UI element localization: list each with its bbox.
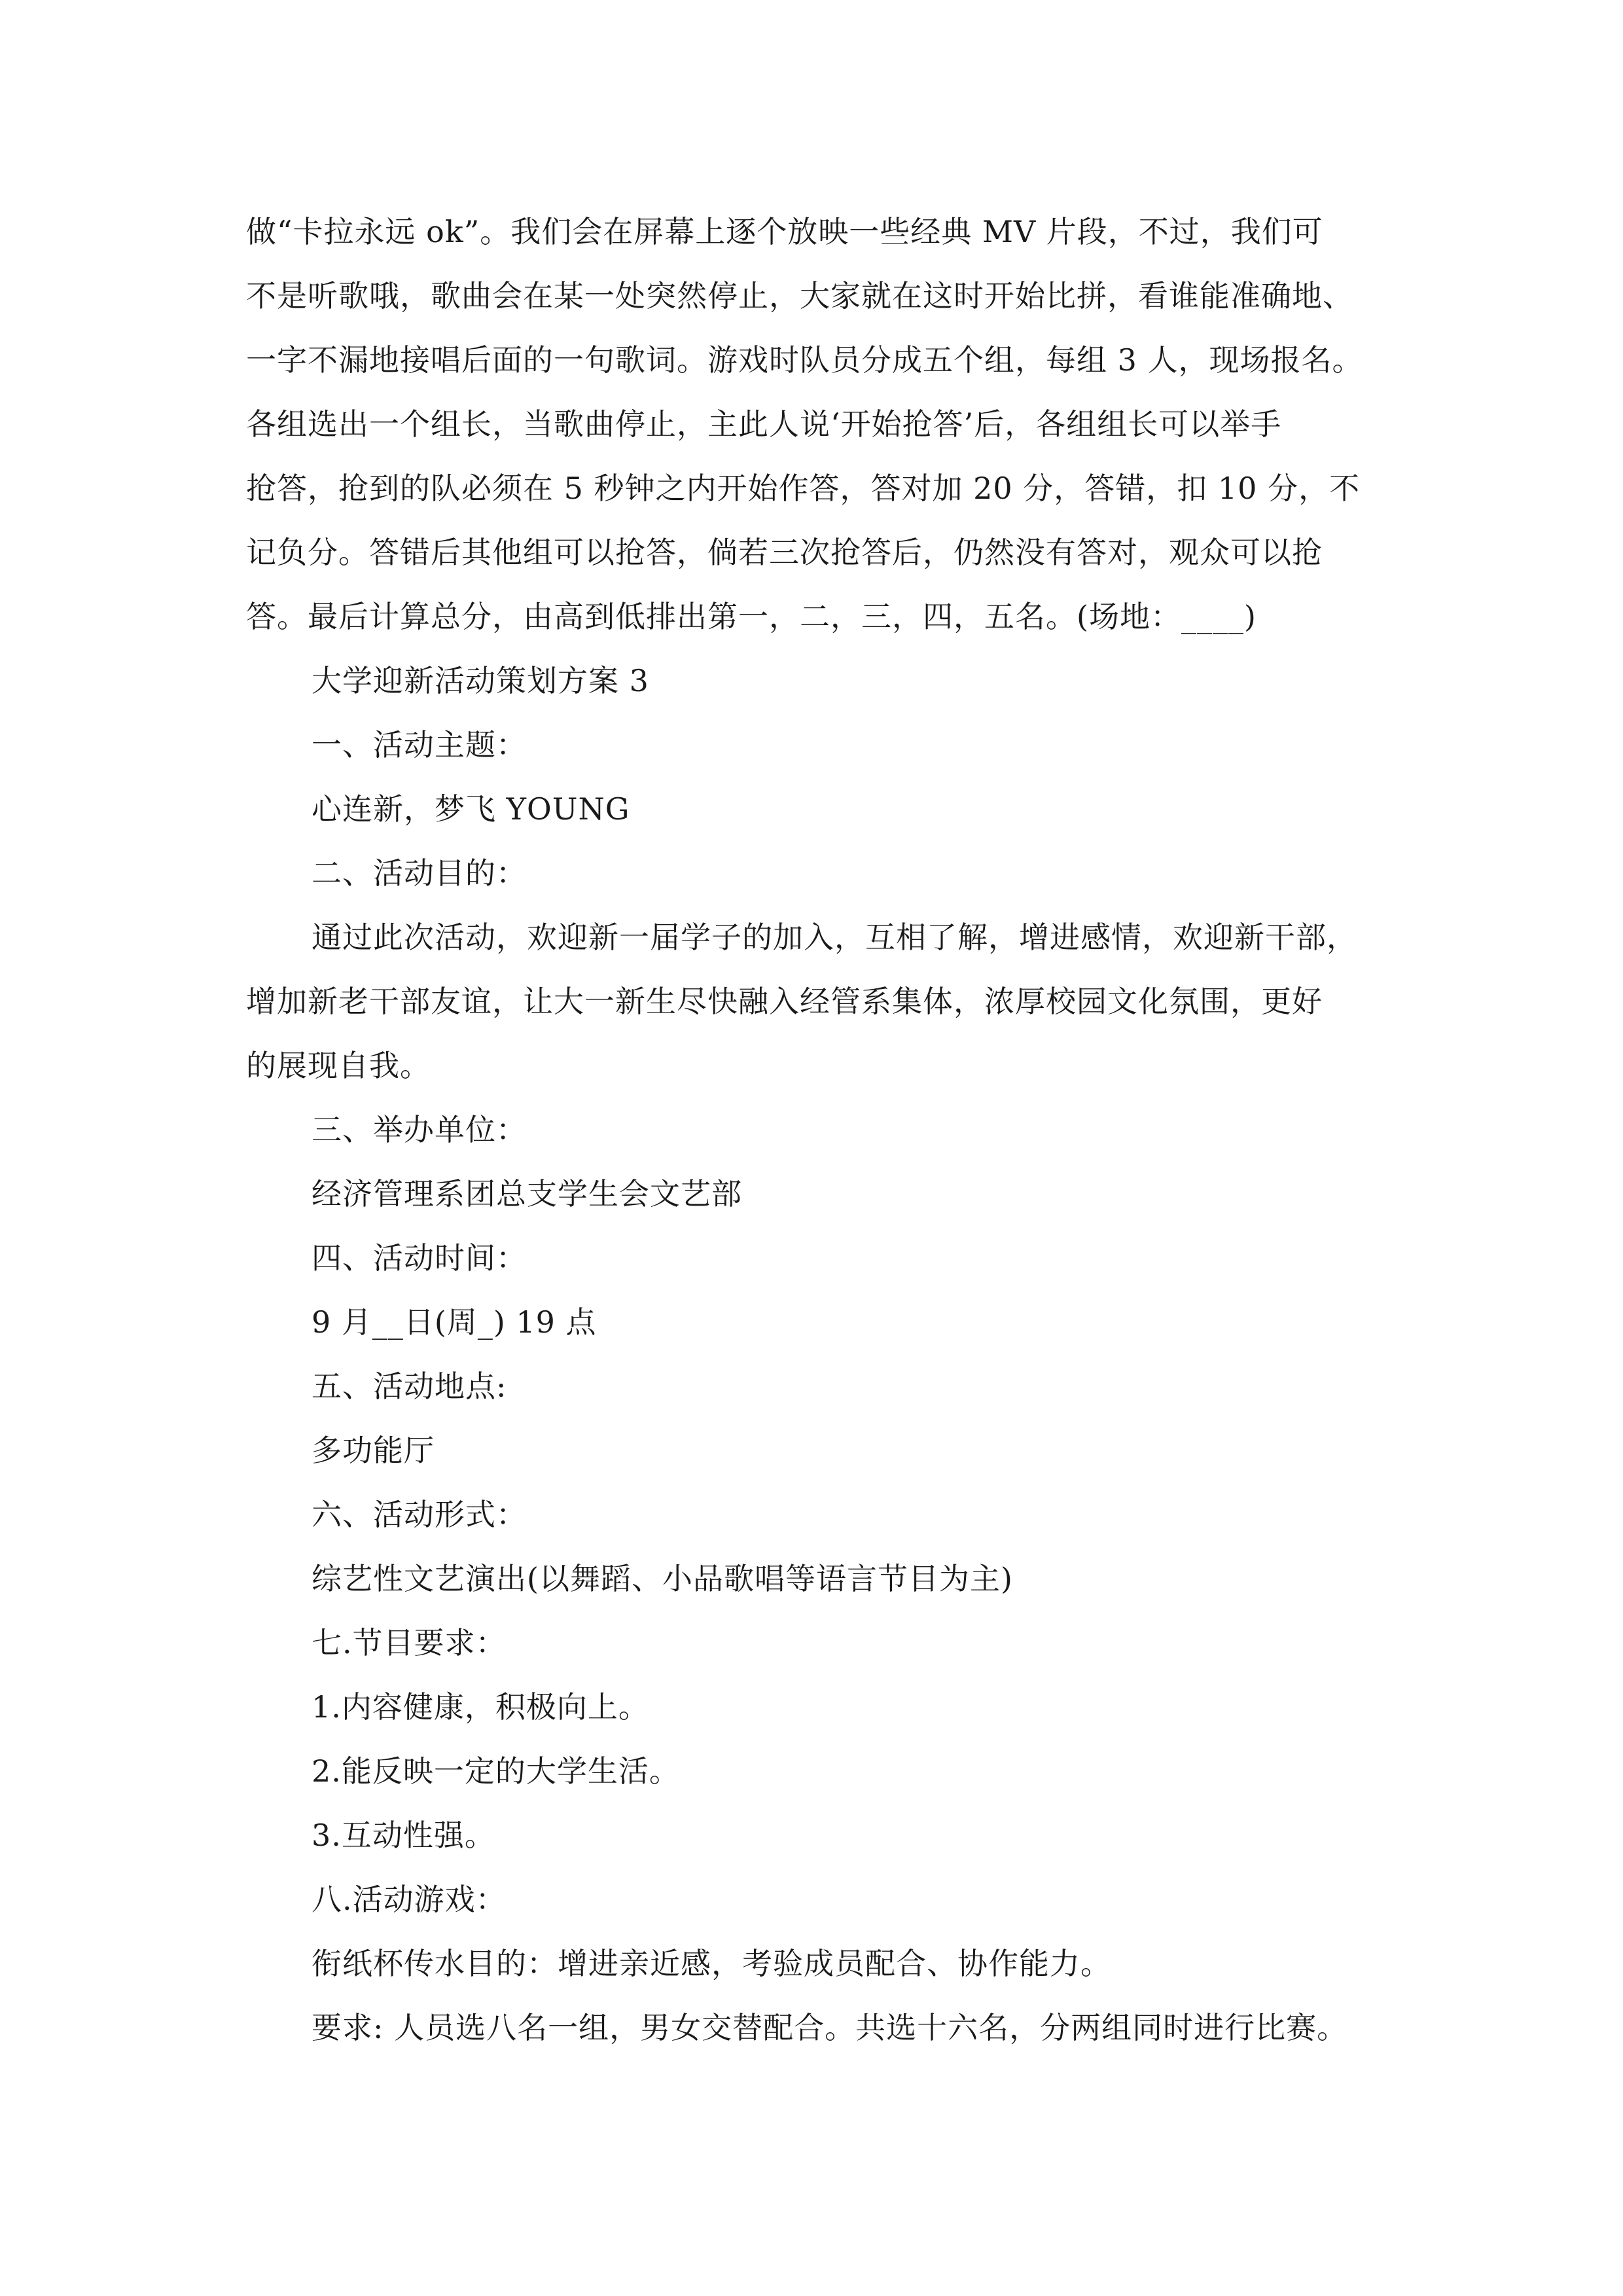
text-line: 2.能反映一定的大学生活。	[312, 1753, 680, 1789]
document-body	[246, 200, 1385, 2060]
text-line: 不是听歌哦，歌曲会在某一处突然停止，大家就在这时开始比拼，看谁能准确地、	[246, 278, 1353, 314]
text-line: 衔纸杯传水目的：增进亲近感，考验成员配合、协作能力。	[312, 1946, 1111, 1981]
text-line: 增加新老干部友谊，让大一新生尽快融入经管系集体，浓厚校园文化氛围，更好	[246, 984, 1323, 1019]
text-line: 六、活动形式：	[312, 1497, 527, 1532]
text-line: 1.内容健康，积极向上。	[312, 1689, 649, 1725]
text-line: 通过此次活动，欢迎新一届学子的加入，互相了解，增进感情，欢迎新干部，	[312, 920, 1357, 955]
text-line: 七.节目要求：	[312, 1625, 507, 1660]
text-line: 五、活动地点:	[312, 1369, 507, 1404]
text-line: 二、活动目的：	[312, 855, 527, 891]
text-line: 综艺性文艺演出(以舞蹈、小品歌唱等语言节目为主)	[312, 1561, 1013, 1596]
text-line: 心连新，梦飞 YOUNG	[312, 791, 630, 827]
text-line: 一、活动主题：	[312, 727, 527, 762]
text-line: 要求: 人员选八名一组，男女交替配合。共选十六名，分两组同时进行比赛。	[312, 2010, 1348, 2045]
text-line: 做“卡拉永远 ok”。我们会在屏幕上逐个放映一些经典 MV 片段，不过，我们可	[246, 214, 1323, 249]
text-line: 八.活动游戏：	[312, 1882, 507, 1917]
text-line: 四、活动时间：	[312, 1240, 527, 1276]
text-line: 多功能厅	[312, 1433, 435, 1468]
text-line: 大学迎新活动策划方案 3	[312, 663, 649, 698]
text-line: 三、举办单位：	[312, 1112, 527, 1147]
text-line: 抢答，抢到的队必须在 5 秒钟之内开始作答，答对加 20 分，答错，扣 10 分，不	[246, 471, 1361, 506]
text-line: 记负分。答错后其他组可以抢答，倘若三次抢答后，仍然没有答对，观众可以抢	[246, 535, 1323, 570]
text-line: 9 月__日(周_) 19 点	[312, 1304, 597, 1340]
text-line: 经济管理系团总支学生会文艺部	[312, 1176, 742, 1211]
text-line: 一字不漏地接唱后面的一句歌词。游戏时队员分成五个组，每组 3 人，现场报名。	[246, 342, 1363, 378]
text-line: 的展现自我。	[246, 1048, 431, 1083]
text-line: 3.互动性强。	[312, 1818, 495, 1853]
text-line: 答。最后计算总分，由高到低排出第一，二，三，四，五名。(场地：____)	[246, 599, 1257, 634]
text-line: 各组选出一个组长，当歌曲停止，主此人说‘开始抢答’后，各组组长可以举手	[246, 406, 1282, 442]
